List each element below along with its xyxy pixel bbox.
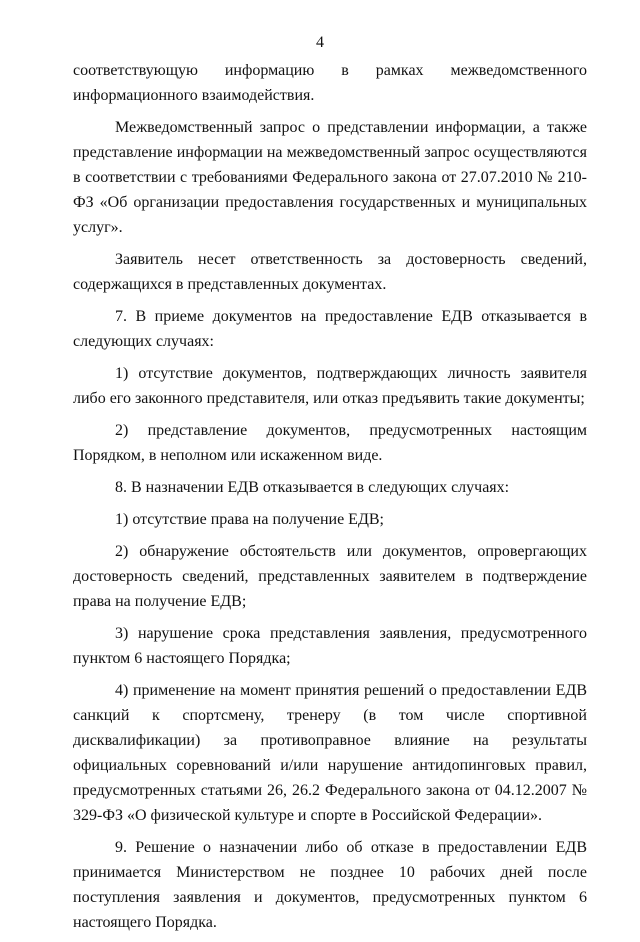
- paragraph-item-8-4: 4) применение на момент принятия решений о предоставлении ЕДВ санкций к спортсмену, тренеру (в том числе спортивной дисквалификации) за противоправное влияние на результаты официальных соревнований и/или нарушение антидопинговых правил, предусмотренных статьями 26, 26.2 Федерального закона от 04.12.2007 № 329-ФЗ «О физической культуре и спорте в Российской Федерации».: [73, 682, 587, 824]
- paragraph-applicant-responsibility: Заявитель несет ответственность за достоверность сведений, содержащихся в представленных документах.: [73, 251, 587, 293]
- paragraph-item-7-2: 2) представление документов, предусмотренных настоящим Порядком, в неполном или искаженном виде.: [73, 422, 587, 464]
- paragraph-continuation: соответствующую информацию в рамках межведомственного информационного взаимодействия.: [73, 62, 587, 104]
- paragraph-item-8-3: 3) нарушение срока представления заявления, предусмотренного пунктом 6 настоящего Порядка;: [73, 625, 587, 667]
- paragraph-item-8-1: 1) отсутствие права на получение ЕДВ;: [115, 511, 384, 528]
- paragraph-item-7-1: 1) отсутствие документов, подтверждающих личность заявителя либо его законного представителя, или отказ предъявить такие документы;: [73, 365, 587, 407]
- paragraph-item-7: 7. В приеме документов на предоставление ЕДВ отказывается в следующих случаях:: [73, 308, 587, 350]
- paragraph-interagency-request: Межведомственный запрос о представлении информации, а также представление информации на межведомственный запрос осуществляются в соответствии с требованиями Федерального закона от 27.07.2010 № 210-ФЗ «Об организации предоставления государственных и муниципальных услуг».: [73, 119, 587, 236]
- paragraph-item-8-2: 2) обнаружение обстоятельств или документов, опровергающих достоверность сведений, представленных заявителем в подтверждение права на получение ЕДВ;: [73, 543, 587, 610]
- page-number: 4: [316, 34, 324, 51]
- paragraph-item-9: 9. Решение о назначении либо об отказе в предоставлении ЕДВ принимается Министерством не позднее 10 рабочих дней после поступления заявления и документов, предусмотренных пунктом 6 настоящего Порядка.: [73, 839, 587, 931]
- paragraph-item-8: 8. В назначении ЕДВ отказывается в следующих случаях:: [115, 479, 510, 496]
- document-body: [73, 58, 587, 942]
